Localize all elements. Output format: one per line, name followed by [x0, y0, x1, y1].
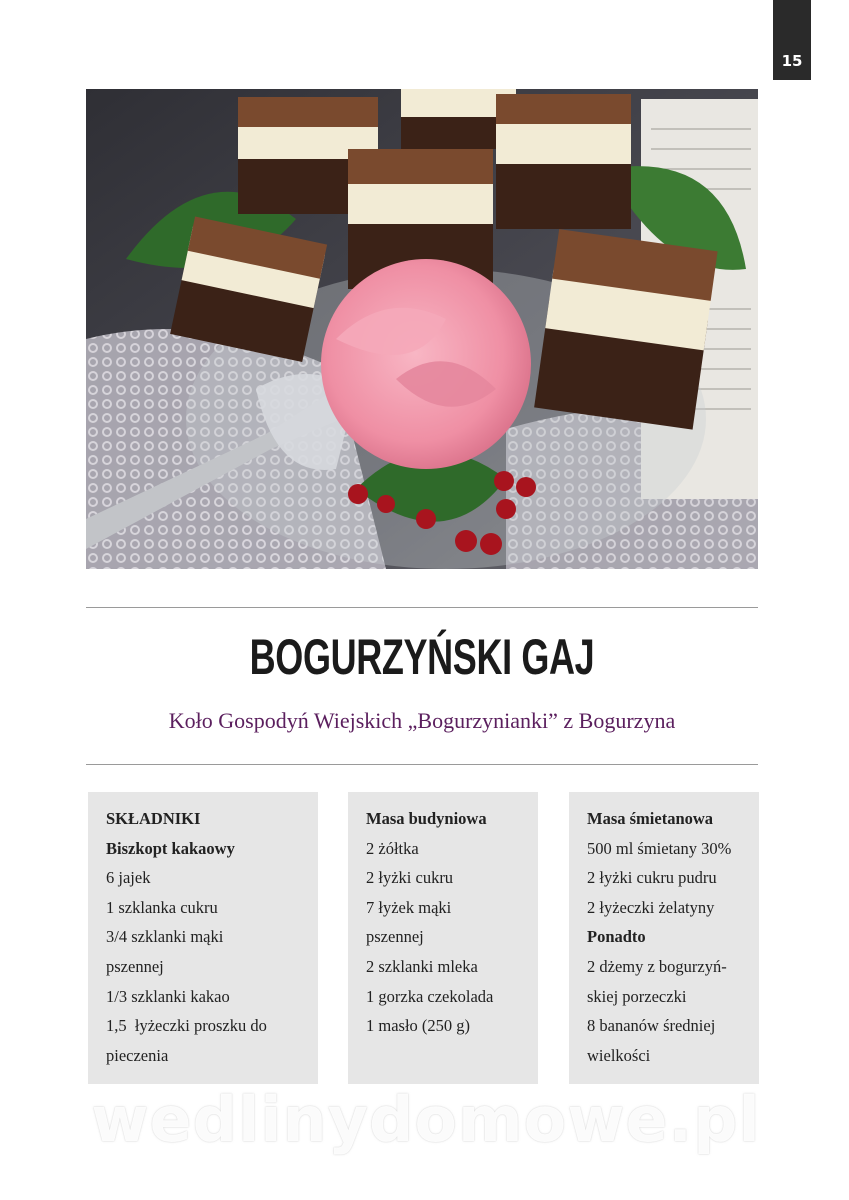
- column-3-line: wielkości: [587, 1045, 651, 1065]
- column-3-line: 8 bananów średniej: [587, 1016, 716, 1036]
- column-3-line: Ponadto: [587, 927, 646, 947]
- ingredients-column-1: [88, 792, 318, 1084]
- column-2-line: pszennej: [366, 927, 424, 947]
- column-3-line: skiej porzeczki: [587, 986, 687, 1006]
- recipe-title: BOGURZYŃSKI GAJ: [249, 629, 595, 685]
- column-1-line: 1/3 szklanki kakao: [106, 986, 230, 1006]
- top-divider: [86, 607, 758, 608]
- ingredients-column-2: [348, 792, 538, 1084]
- column-1-line: pszennej: [106, 956, 164, 976]
- bottom-divider: [86, 764, 758, 765]
- column-1-line: SKŁADNIKI: [106, 809, 201, 828]
- column-2-line: Masa budyniowa: [366, 809, 487, 828]
- watermark: wedlinydomowe.pl: [91, 1083, 761, 1156]
- column-2-line: 2 szklanki mleka: [366, 956, 478, 976]
- column-3-line: 2 dżemy z bogurzyń-: [587, 956, 727, 976]
- recipe-subtitle: Koło Gospodyń Wiejskich „Bogurzynianki” z Bogurzyna: [168, 708, 676, 733]
- column-2-line: 2 łyżki cukru: [366, 868, 454, 888]
- column-1-line: 3/4 szklanki mąki: [106, 927, 224, 947]
- page-number: 15: [773, 0, 811, 80]
- column-2-line: 1 masło (250 g): [366, 1016, 471, 1036]
- column-3-line: 2 łyżki cukru pudru: [587, 868, 717, 888]
- cake-photo: [86, 89, 758, 569]
- column-1-line: pieczenia: [106, 1045, 169, 1065]
- column-3-line: 2 łyżeczki żelatyny: [587, 897, 715, 917]
- column-1-line: 1,5 łyżeczki proszku do: [106, 1016, 267, 1036]
- column-1-line: 6 jajek: [106, 868, 151, 888]
- column-1-line: Biszkopt kakaowy: [106, 838, 235, 858]
- column-2-line: 1 gorzka czekolada: [366, 986, 494, 1006]
- column-2-line: 2 żółtka: [366, 838, 419, 858]
- column-1-line: 1 szklanka cukru: [106, 897, 218, 917]
- column-3-line: 500 ml śmietany 30%: [587, 838, 732, 858]
- ingredients-column-3: [569, 792, 759, 1084]
- column-3-line: Masa śmietanowa: [587, 809, 714, 828]
- column-2-line: 7 łyżek mąki: [366, 897, 452, 917]
